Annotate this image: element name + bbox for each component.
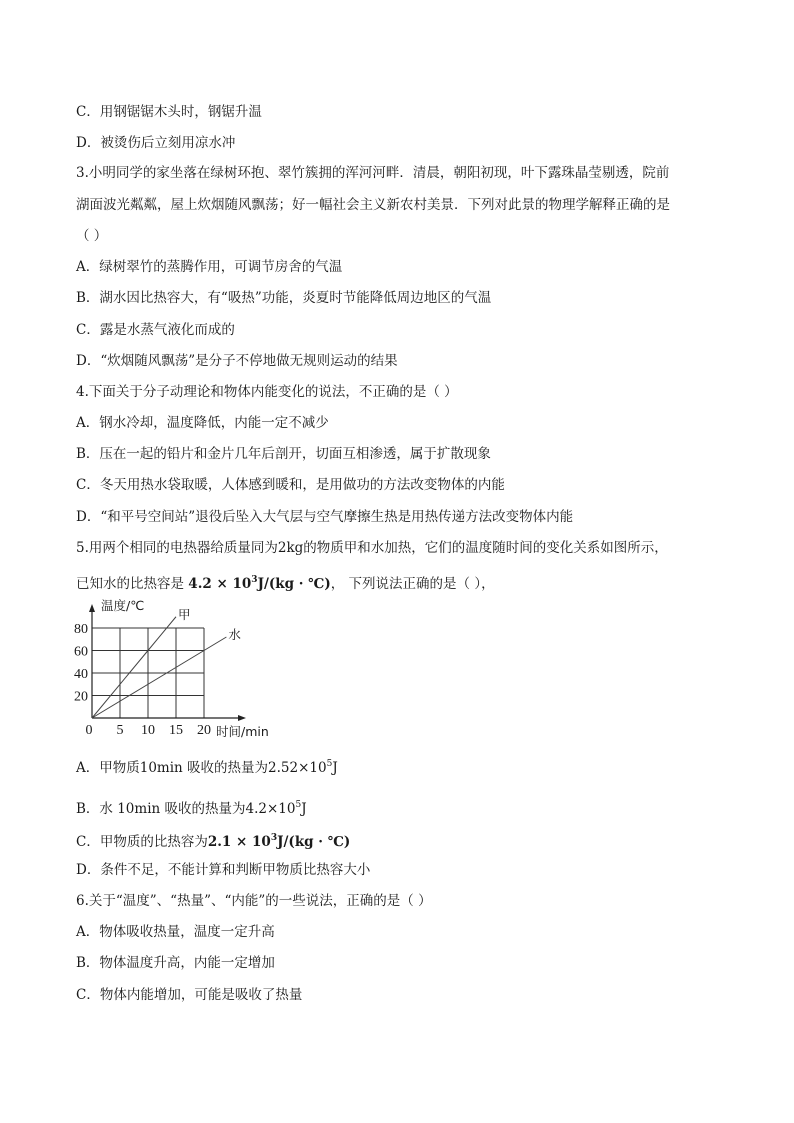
y-axis-label: 温度/℃ [101,598,145,613]
question-5-line-1: 5.用两个相同的电热器给质量同为2kg的物质甲和水加热，它们的温度随时间的变化关系如图所示， [76,540,668,556]
q5-suffix: ， 下列说法正确的是（ ）， [330,576,495,592]
q3-option-c: C．露是水蒸气液化而成的 [76,322,235,338]
q5-option-b: B．水 10min 吸收的热量为$4.2\times 10^5J$ [76,800,307,817]
series-line-water [92,637,226,718]
question-3-line-1: 3.小明同学的家坐落在绿树环抱、翠竹簇拥的浑河河畔．清晨，朝阳初现，叶下露珠晶莹剔透，院前 [76,165,670,181]
y-tick-label: 80 [74,622,88,637]
x-axis-label: 时间/min [216,724,269,739]
y-tick-label: 40 [74,667,88,682]
series-label: 水 [228,627,241,642]
q5-option-c: C．甲物质的比热容为$2.1 \times 10^3J/(kg$ · ℃) [76,833,351,850]
q5-formula: $4.2 \times 10^3J/(kg$ · ℃) [188,575,331,592]
question-5-line-2 [76,570,495,594]
x-tick-label: 10 [141,723,155,738]
q3-option-d: D．“炊烟随风飘荡”是分子不停地做无规则运动的结果 [76,353,398,369]
question-4: 4.下面关于分子动理论和物体内能变化的说法，不正确的是（ ） [76,384,458,400]
question-6: 6.关于“温度”、“热量”、“内能”的一些说法，正确的是（ ） [76,893,432,909]
x-tick-label: 5 [116,723,124,738]
q6-option-a: A．物体吸收热量，温度一定升高 [76,924,275,940]
q3-option-a: A．绿树翠竹的蒸腾作用，可调节房舍的气温 [76,259,343,275]
question-3-blank: （ ） [76,228,108,244]
q6-option-c: C．物体内能增加，可能是吸收了热量 [76,987,303,1003]
y-tick-label: 20 [74,689,88,705]
temperature-time-chart [70,598,269,750]
chart-grid [92,628,204,718]
x-axis-arrow [238,715,246,721]
chart-series [92,607,241,718]
q6-option-b: B．物体温度升高，内能一定增加 [76,955,275,971]
x-tick-label: 20 [197,723,211,738]
option-c-prev: C．用钢锯锯木头时，钢锯升温 [76,104,262,120]
q5-option-d: D．条件不足，不能计算和判断甲物质比热容大小 [76,862,371,878]
x-tick-label: 15 [169,723,183,738]
y-axis-arrow [89,604,95,612]
x-tick-label: 0 [85,723,93,738]
q5-option-a: A．甲物质10min 吸收的热量为$2.52\times 10^5J$ [76,759,338,776]
q3-option-b: B．湖水因比热容大，有“吸热”功能，炎夏时节能降低周边地区的气温 [76,290,492,306]
q5-prefix: 已知水的比热容是 [76,576,189,592]
q4-option-a: A．钢水冷却，温度降低，内能一定不减少 [76,415,329,431]
series-label: 甲 [178,606,191,622]
chart-axes [89,604,246,721]
q4-option-b: B．压在一起的铅片和金片几年后剖开，切面互相渗透，属于扩散现象 [76,446,491,462]
q4-option-d: D．“和平号空间站”退役后坠入大气层与空气摩擦生热是用热传递方法改变物体内能 [76,509,574,525]
series-line-jia [92,617,176,718]
y-tick-label: 60 [74,644,88,660]
question-3-line-2: 湖面波光粼粼，屋上炊烟随风飘荡；好一幅社会主义新农村美景．下列对此景的物理学解释正确的是 [76,197,670,213]
chart-ticks [74,622,211,738]
q4-option-c: C．冬天用热水袋取暖，人体感到暖和，是用做功的方法改变物体的内能 [76,477,505,493]
option-d-prev: D．被烫伤后立刻用凉水冲 [76,135,236,151]
